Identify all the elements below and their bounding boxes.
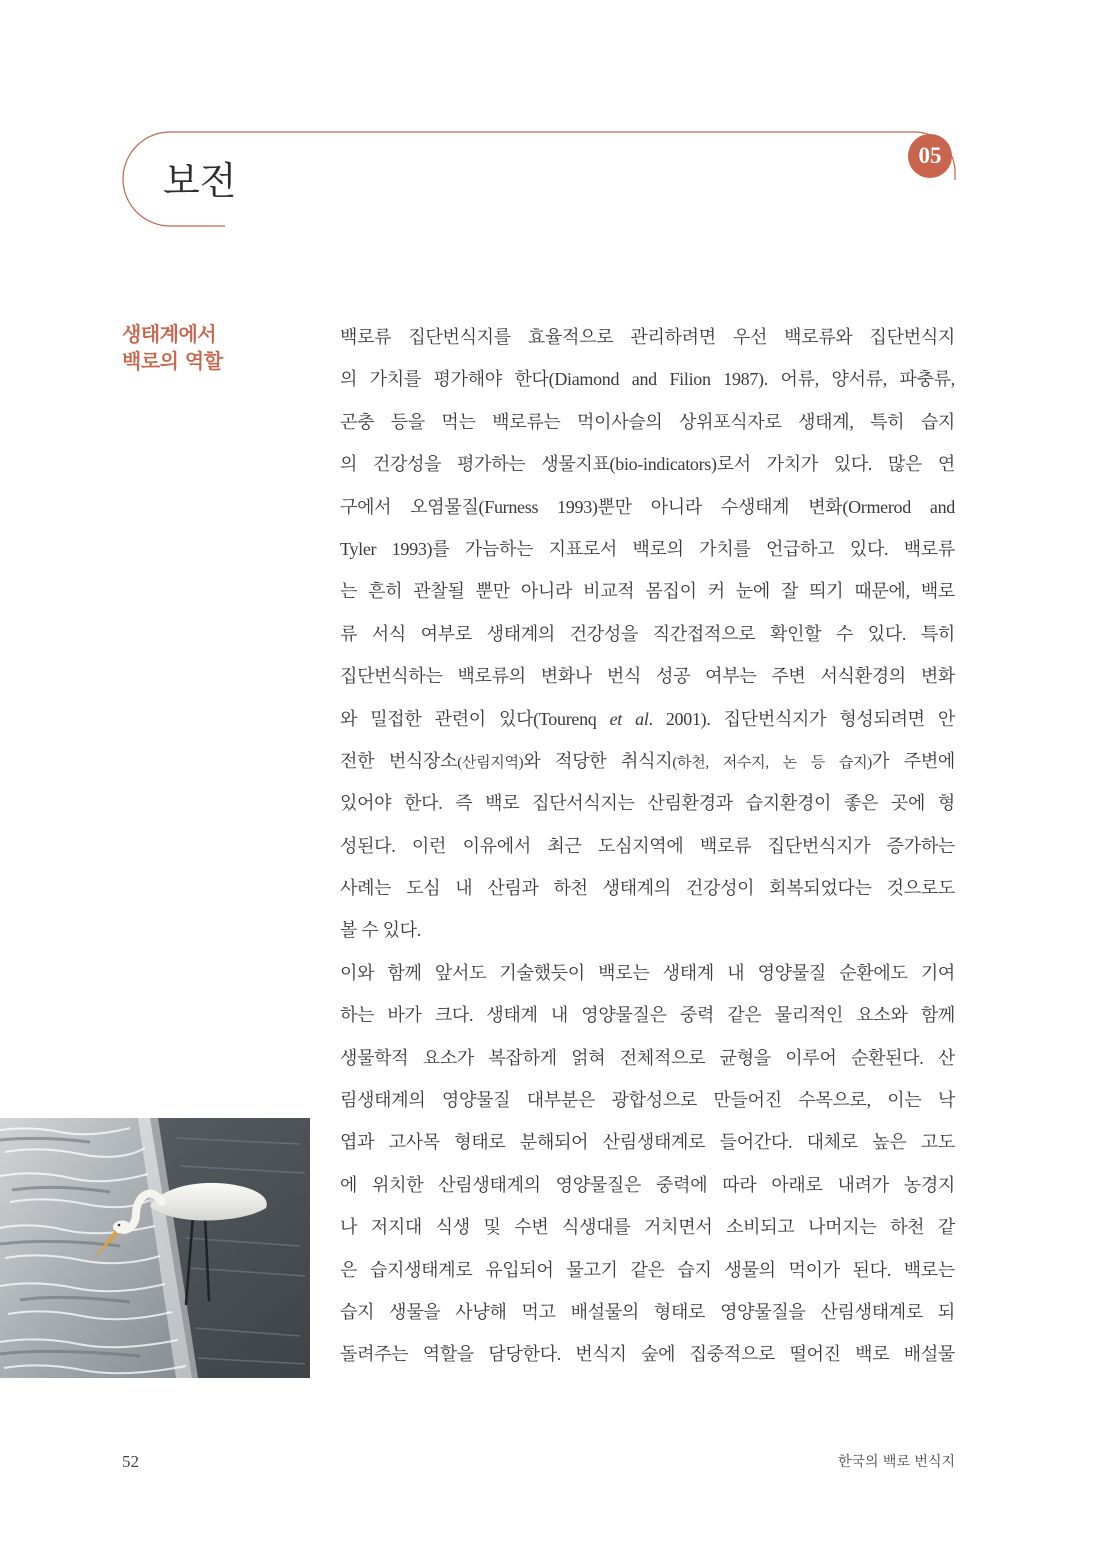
body-text-segment: 전한 번식장소	[340, 750, 458, 771]
body-line: 엽과 고사목 형태로 분해되어 산림생태계로 들어간다. 대체로 높은 고도	[340, 1132, 955, 1153]
body-line: 집단번식하는 백로류의 변화나 번식 성공 여부는 주변 서식환경의 변화	[340, 666, 955, 687]
page-number: 52	[122, 1452, 139, 1471]
chapter-header-frame	[0, 0, 1100, 240]
body-line: 는 흔히 관찰될 뿐만 아니라 비교적 몸집이 커 눈에 잘 띄기 때문에, 백로	[340, 581, 955, 602]
citation-italic: et al	[609, 708, 649, 729]
body-line: 은 습지생태계로 유입되어 물고기 같은 습지 생물의 먹이가 된다. 백로는	[340, 1259, 955, 1280]
body-text-segment: 와 밀접한 관련이 있다(Tourenq	[340, 708, 610, 729]
running-footer-title: 한국의 백로 번식지	[837, 1454, 955, 1470]
body-line: 볼 수 있다.	[340, 920, 421, 941]
body-line: 나 저지대 식생 및 수변 식생대를 거치면서 소비되고 나머지는 하천 같	[340, 1217, 955, 1238]
body-line: 구에서 오염물질(Furness 1993)뿐만 아니라 수생태계 변화(Ormerod and	[340, 496, 955, 517]
body-text	[340, 316, 955, 1376]
body-text-segment: 와 적당한 취식지	[523, 750, 673, 771]
body-text-segment: . 2001). 집단번식지가 형성되려면 안	[648, 708, 955, 729]
chapter-number-badge: 05	[908, 134, 952, 178]
body-line: 습지 생물을 사냥해 먹고 배설물의 형태로 영양물질을 산림생태계로 되	[340, 1301, 955, 1322]
body-line: 있어야 한다. 즉 백로 집단서식지는 산림환경과 습지환경이 좋은 곳에 형	[340, 793, 955, 814]
body-line	[340, 698, 955, 740]
body-line: 돌려주는 역할을 담당한다. 번식지 숲에 집중적으로 떨어진 백로 배설물	[340, 1344, 955, 1365]
body-line: 의 가치를 평가해야 한다(Diamond and Filion 1987). 어류, 양서류, 파충류,	[340, 369, 955, 390]
parenthetical-note: (산림지역)	[457, 754, 524, 771]
body-line: 생물학적 요소가 복잡하게 얽혀 전체적으로 균형을 이루어 순환된다. 산	[340, 1047, 955, 1068]
body-line: 류 서식 여부로 생태계의 건강성을 직간접적으로 확인할 수 있다. 특히	[340, 623, 955, 644]
parenthetical-note: (하천, 저수지, 논 등 습지)	[672, 754, 872, 771]
body-text-segment: 가 주변에	[871, 750, 956, 771]
body-line: 사례는 도심 내 산림과 하천 생태계의 건강성이 회복되었다는 것으로도	[340, 878, 955, 899]
egret-photo	[0, 1118, 310, 1378]
body-line: 성된다. 이런 이유에서 최근 도심지역에 백로류 집단번식지가 증가하는	[340, 835, 955, 856]
body-line: 의 건강성을 평가하는 생물지표(bio-indicators)로서 가치가 있다. 많은 연	[340, 454, 955, 475]
body-line: 림생태계의 영양물질 대부분은 광합성으로 만들어진 수목으로, 이는 낙	[340, 1090, 955, 1111]
section-heading-line: 생태계에서	[122, 322, 217, 346]
body-line: Tyler 1993)를 가늠하는 지표로서 백로의 가치를 언급하고 있다. 백로류	[340, 538, 955, 559]
body-line: 이와 함께 앞서도 기술했듯이 백로는 생태계 내 영양물질 순환에도 기여	[340, 962, 955, 983]
body-line: 하는 바가 크다. 생태계 내 영양물질은 중력 같은 물리적인 요소와 함께	[340, 1005, 955, 1026]
body-line: 에 위치한 산림생태계의 영양물질은 중력에 따라 아래로 내려가 농경지	[340, 1174, 955, 1195]
body-line: 백로류 집단번식지를 효율적으로 관리하려면 우선 백로류와 집단번식지	[340, 327, 955, 347]
body-line	[340, 740, 955, 782]
chapter-title: 보전	[163, 159, 237, 203]
section-heading-line: 백로의 역할	[122, 349, 223, 373]
section-heading	[122, 321, 223, 375]
body-line: 곤충 등을 먹는 백로류는 먹이사슬의 상위포식자로 생태계, 특히 습지	[340, 411, 955, 432]
